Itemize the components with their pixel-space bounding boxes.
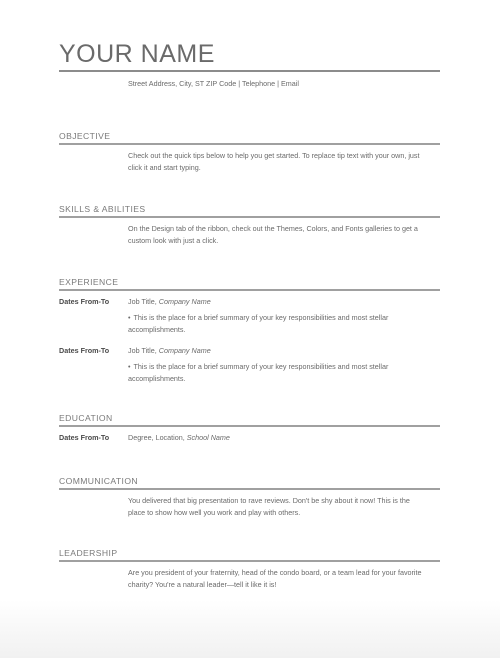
section-title-experience[interactable]: EXPERIENCE bbox=[59, 277, 119, 287]
section-title-skills[interactable]: SKILLS & ABILITIES bbox=[59, 204, 146, 214]
section-divider-experience bbox=[59, 289, 440, 291]
leadership-text[interactable]: Are you president of your fraternity, head of the condo board, or a team lead for your favorite charity? You're a natural leader—tell it like it is! bbox=[128, 568, 422, 589]
company-name-2: Company Name bbox=[158, 346, 211, 355]
education-dates[interactable]: Dates From-To bbox=[59, 433, 110, 442]
section-title-objective[interactable]: OBJECTIVE bbox=[59, 131, 111, 141]
section-title-leadership[interactable]: LEADERSHIP bbox=[59, 548, 118, 558]
experience-job-2[interactable] bbox=[128, 346, 211, 355]
job-title-1: Job Title, bbox=[128, 297, 157, 306]
section-divider-leadership bbox=[59, 560, 440, 562]
contact-info[interactable]: Street Address, City, ST ZIP Code | Telephone | Email bbox=[128, 79, 299, 88]
section-divider-communication bbox=[59, 488, 440, 490]
section-divider-education bbox=[59, 425, 440, 427]
education-details[interactable] bbox=[128, 433, 230, 442]
bullet-icon: • bbox=[128, 362, 131, 371]
section-title-education[interactable]: EDUCATION bbox=[59, 413, 113, 423]
experience-summary-1[interactable] bbox=[128, 312, 418, 336]
objective-text[interactable]: Check out the quick tips below to help you get started. To replace tip text with your own, just click it and start typing. bbox=[128, 151, 420, 172]
communication-text[interactable]: You delivered that big presentation to rave reviews. Don't be shy about it now! This is the place to show how well you work and play with others. bbox=[128, 496, 410, 517]
experience-job-1[interactable] bbox=[128, 297, 211, 306]
experience-dates-1[interactable]: Dates From-To bbox=[59, 297, 110, 306]
experience-dates-2[interactable]: Dates From-To bbox=[59, 346, 110, 355]
school-name: School Name bbox=[186, 433, 230, 442]
education-degree-location: Degree, Location, bbox=[128, 433, 185, 442]
skills-text[interactable]: On the Design tab of the ribbon, check out the Themes, Colors, and Fonts galleries to get a custom look with just a click. bbox=[128, 224, 418, 245]
section-divider-objective bbox=[59, 143, 440, 145]
experience-summary-2[interactable] bbox=[128, 361, 418, 385]
company-name-1: Company Name bbox=[158, 297, 211, 306]
section-divider-skills bbox=[59, 216, 440, 218]
bullet-icon: • bbox=[128, 313, 131, 322]
experience-summary-text-1: This is the place for a brief summary of your key responsibilities and most stellar accomplishments. bbox=[128, 313, 389, 334]
section-title-communication[interactable]: COMMUNICATION bbox=[59, 476, 139, 486]
job-title-2: Job Title, bbox=[128, 346, 157, 355]
resume-name[interactable]: YOUR NAME bbox=[59, 40, 215, 68]
name-divider bbox=[59, 70, 440, 72]
experience-summary-text-2: This is the place for a brief summary of your key responsibilities and most stellar accomplishments. bbox=[128, 362, 389, 383]
